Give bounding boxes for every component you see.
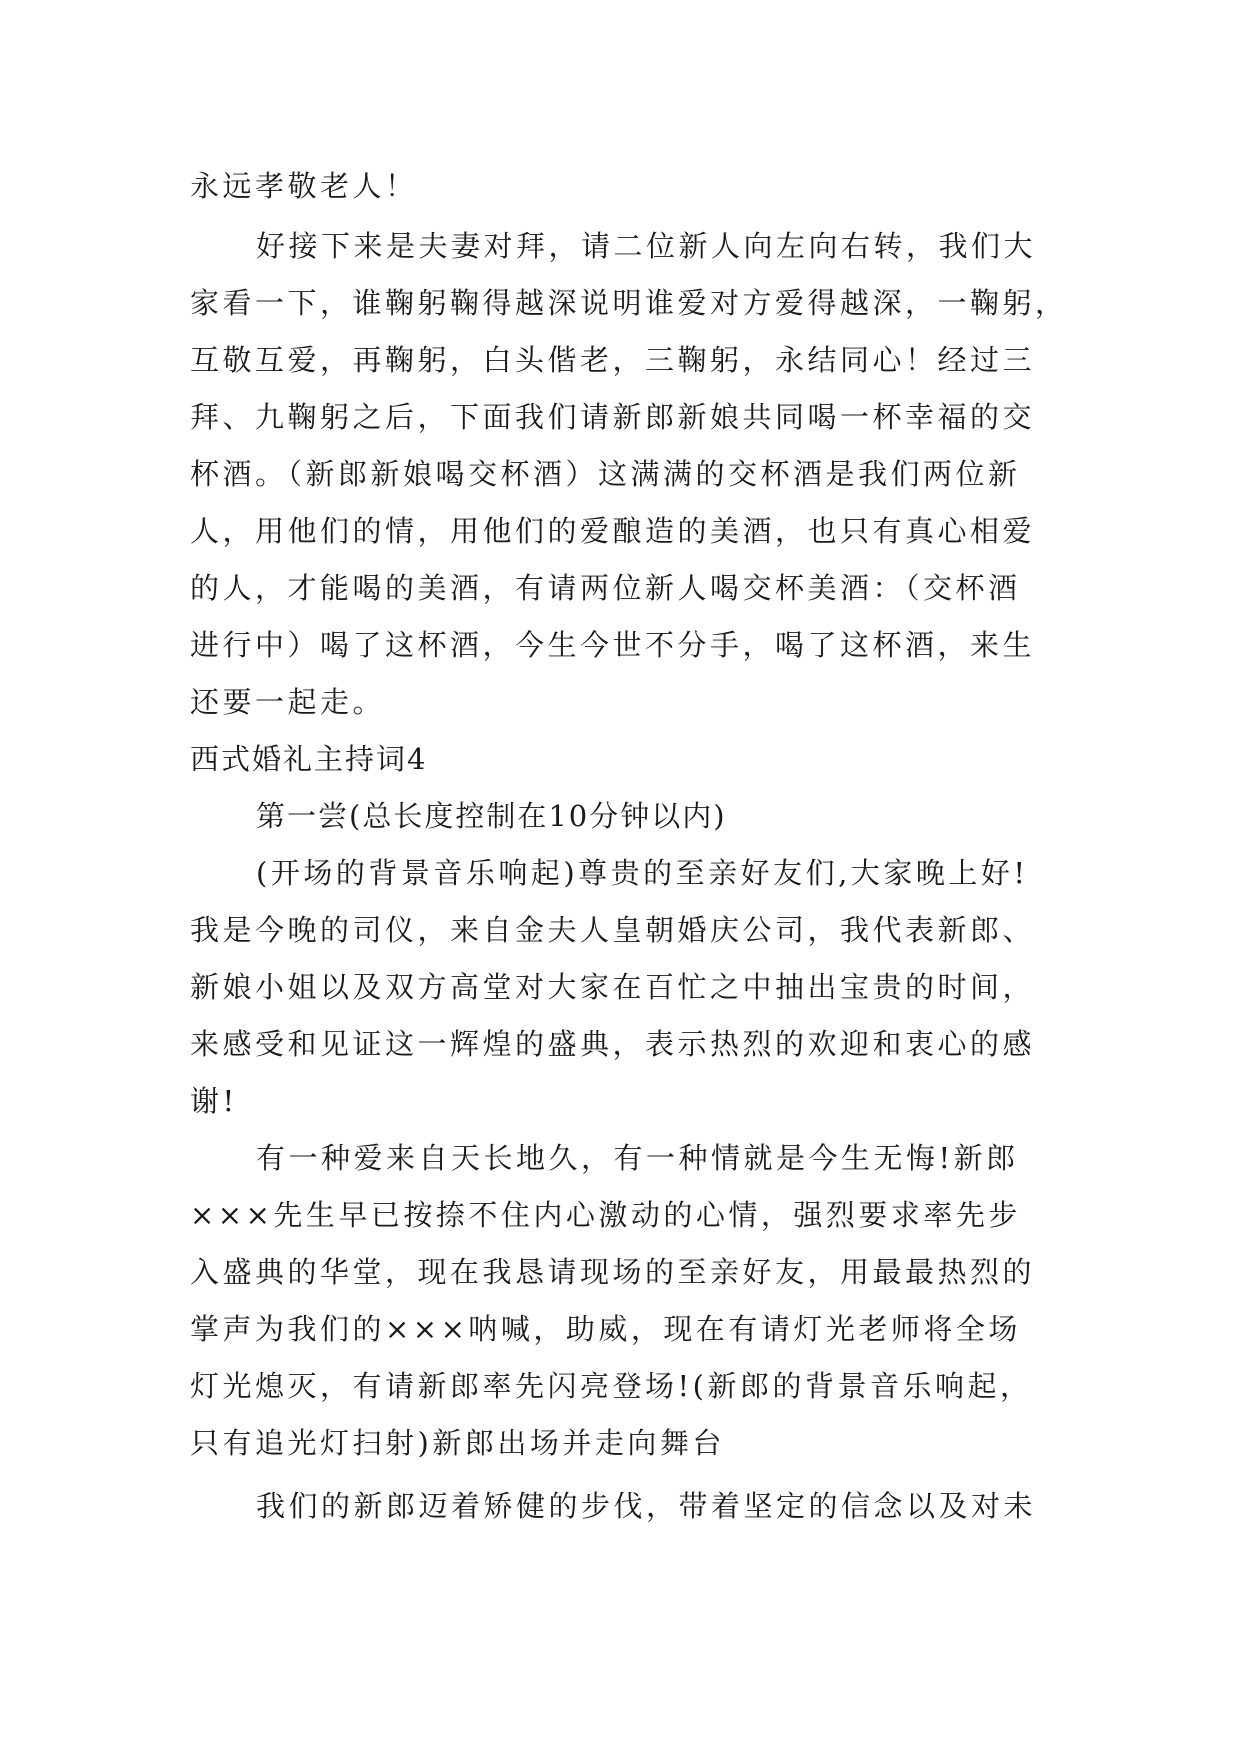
body-text-line: 永远孝敬老人！: [190, 169, 418, 203]
body-text-line: 人，用他们的情，用他们的爱酿造的美酒，也只有真心相爱: [190, 514, 1036, 548]
body-text-line: 进行中）喝了这杯酒，今生今世不分手，喝了这杯酒，来生: [190, 628, 1036, 662]
paragraph-first-line: (开场的背景音乐响起)尊贵的至亲好友们,大家晚上好!: [256, 856, 1029, 890]
paragraph-first-line: 有一种爱来自天长地久，有一种情就是今生无悔!新郎: [256, 1141, 1019, 1175]
body-text-line: 谢!: [190, 1084, 238, 1118]
body-text-line: 入盛典的华堂，现在我恳请现场的至亲好友，用最最热烈的: [190, 1255, 1036, 1289]
section-heading: 西式婚礼主持词4: [190, 742, 428, 776]
body-text-line: 杯酒。（新郎新娘喝交杯酒）这满满的交杯酒是我们两位新: [190, 457, 1021, 491]
body-text-line: 家看一下，谁鞠躬鞠得越深说明谁爱对方爱得越深，一鞠躬，: [190, 286, 1068, 320]
body-text-line: 来感受和见证这一辉煌的盛典，表示热烈的欢迎和衷心的感: [190, 1027, 1036, 1061]
body-text-line: 的人，才能喝的美酒，有请两位新人喝交杯美酒：（交杯酒: [190, 571, 1021, 605]
body-text-line: 还要一起走。: [190, 685, 386, 719]
body-text-line: 新娘小姐以及双方高堂对大家在百忙之中抽出宝贵的时间，: [190, 970, 1036, 1004]
body-text-line: 互敬互爱，再鞠躬，白头偕老，三鞠躬，永结同心！经过三: [190, 343, 1036, 377]
paragraph-first-line: 我们的新郎迈着矫健的步伐，带着坚定的信念以及对未: [256, 1489, 1037, 1523]
body-text-line: ×××先生早已按捺不住内心激动的心情，强烈要求率先步: [190, 1198, 1021, 1232]
paragraph-first-line: 好接下来是夫妻对拜，请二位新人向左向右转，我们大: [256, 229, 1037, 263]
subsection-heading: 第一尝(总长度控制在10分钟以内): [256, 799, 727, 833]
body-text-line: 灯光熄灭，有请新郎率先闪亮登场!(新郎的背景音乐响起，: [190, 1369, 1033, 1403]
body-text-line: 拜、九鞠躬之后，下面我们请新郎新娘共同喝一杯幸福的交: [190, 400, 1036, 434]
body-text-line: 掌声为我们的×××呐喊，助威，现在有请灯光老师将全场: [190, 1312, 1021, 1346]
body-text-line: 我是今晚的司仪，来自金夫人皇朝婚庆公司，我代表新郎、: [190, 913, 1036, 947]
body-text-line: 只有追光灯扫射)新郎出场并走向舞台: [190, 1426, 725, 1460]
